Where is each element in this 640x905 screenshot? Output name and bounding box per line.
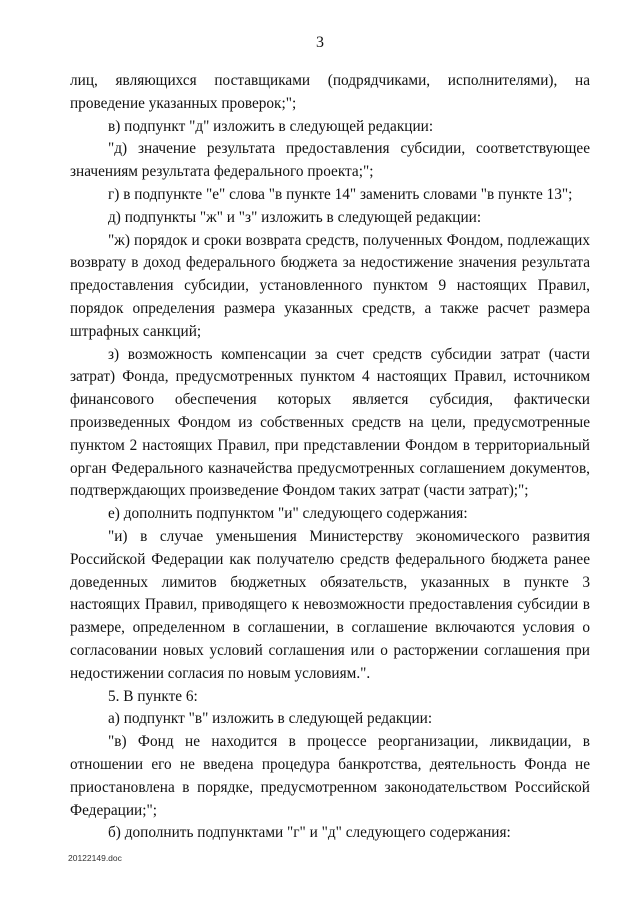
paragraph: б) дополнить подпунктами "г" и "д" следующего содержания: (108, 824, 511, 842)
paragraph: "и) в случае уменьшения Министерству экономического развития Российской Федерации как получателю средств федерального бюджета ранее доведенных лимитов бюджетных обязательств, указанных в пункте 3 настоящих Правил, приводящего к невозможности предоставления субсидии в размере, определенном в соглашении, в соглашение включаются условия о согласовании новых условий соглашения или о расторжении соглашения при недостижении согласия по новым условиям.". (70, 527, 590, 682)
document-file-code: 20122149.doc (68, 853, 122, 863)
document-body (70, 70, 590, 845)
paragraph: "д) значение результата предоставления субсидии, соответствующее значениям результата федерального проекта;"; (70, 140, 590, 181)
paragraph: г) в подпункте "е" слова "в пункте 14" заменить словами "в пункте 13"; (108, 185, 573, 203)
paragraph: 5. В пункте 6: (108, 687, 198, 705)
paragraph: е) дополнить подпунктом "и" следующего содержания: (108, 505, 468, 523)
paragraph: д) подпункты "ж" и "з" изложить в следующей редакции: (108, 208, 482, 226)
paragraph: "ж) порядок и сроки возврата средств, полученных Фондом, подлежащих возврату в доход федерального бюджета за недостижение значения результата предоставления субсидии, установленного пунктом 9 настоящих Правил, порядок определения размера указанных средств, а также расчет размера штрафных санкций; (70, 231, 590, 340)
paragraph: в) подпункт "д" изложить в следующей редакции: (108, 117, 434, 135)
paragraph: лиц, являющихся поставщиками (подрядчиками, исполнителями), на проведение указанных проверок;"; (70, 72, 590, 112)
paragraph: "в) Фонд не находится в процессе реорганизации, ликвидации, в отношении его не введена процедура банкротства, деятельность Фонда не приостановлена в порядке, предусмотренном законодательством Российской Федерации;"; (70, 733, 590, 819)
page-number: 3 (316, 34, 324, 51)
paragraph: з) возможность компенсации за счет средств субсидии затрат (части затрат) Фонда, предусмотренных пунктом 4 настоящих Правил, источником финансового обеспечения которых является субсидия, фактически произведенных Фондом из собственных средств на цели, предусмотренные пунктом 2 настоящих Правил, при представлении Фондом в территориальный орган Федерального казначейства предусмотренных соглашением документов, подтверждающих произведение Фондом таких затрат (части затрат);"; (70, 345, 590, 500)
paragraph: а) подпункт "в" изложить в следующей редакции: (108, 710, 433, 728)
